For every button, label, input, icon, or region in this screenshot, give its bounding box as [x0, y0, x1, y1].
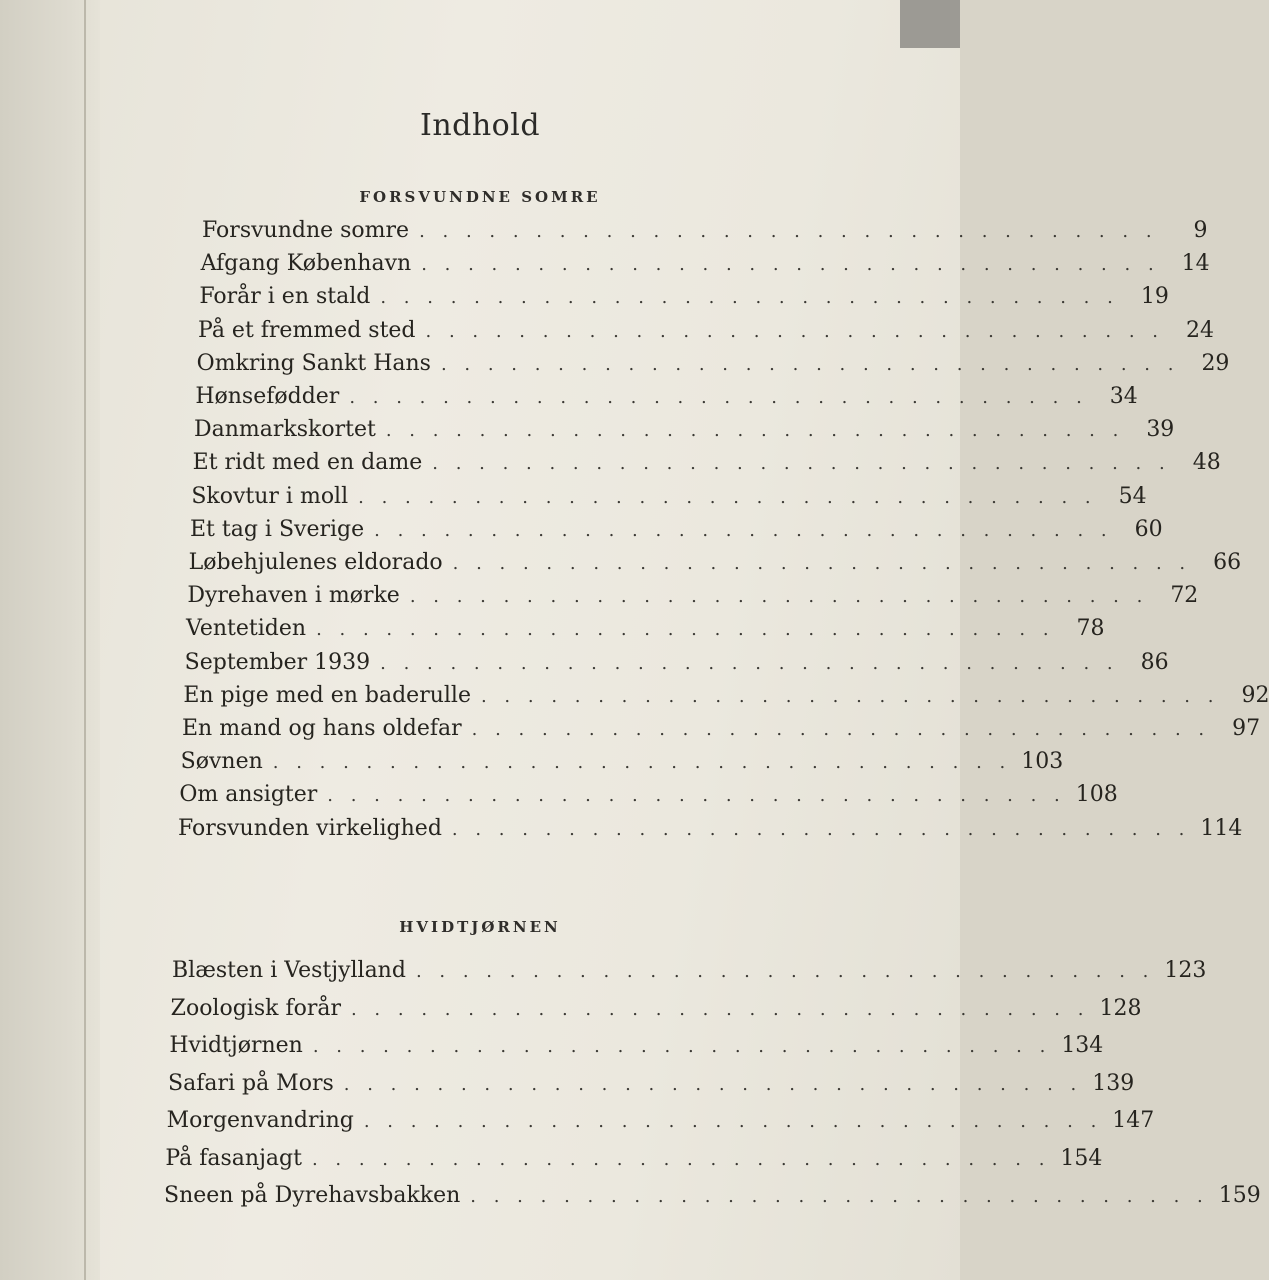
toc-entry-page-number: 66 [1213, 550, 1242, 575]
toc-entry-title: Afgang København [200, 251, 412, 277]
toc-entry-page-number: 39 [1146, 417, 1175, 443]
toc-entry-title: På fasanjagt [165, 1145, 302, 1171]
toc-entry-page-number: 97 [1232, 716, 1261, 741]
toc-entry-page-number: 19 [1140, 284, 1169, 310]
toc-entry-title: Hvidtjørnen [169, 1033, 303, 1058]
toc-entry-page-number: 147 [1112, 1108, 1155, 1133]
dot-leader: . . . . . . . . . . . . . . . . . . . . . . . . . . . . . . . . [272, 752, 1012, 774]
toc-entry [184, 649, 1169, 682]
toc-entry-title: Forsvundne somre [202, 218, 410, 243]
toc-entry-title: Løbehjulenes eldorado [188, 550, 443, 575]
toc-entry [200, 251, 1210, 283]
dot-leader: . . . . . . . . . . . . . . . . . . . . . . . . . . . . . . . . [385, 420, 1125, 442]
toc-entry-page-number: 60 [1134, 516, 1163, 542]
toc-entry-title: En mand og hans oldefar [182, 716, 462, 741]
background-surface [900, 0, 960, 48]
dot-leader: . . . . . . . . . . . . . . . . . . . . . . . . . . . . . . . . [374, 519, 1113, 541]
toc-entry-page-number: 139 [1092, 1070, 1135, 1096]
toc-entry-page-number: 134 [1061, 1033, 1104, 1058]
toc-entry-title: Skovtur i moll [191, 483, 349, 509]
section-heading-2: HVIDTJØRNEN [399, 918, 561, 936]
toc-entry [166, 1108, 1155, 1140]
toc-entry-title: Dyrehaven i mørke [187, 583, 400, 609]
dot-leader: . . . . . . . . . . . . . . . . . . . . . . . . . . . . . . . . [440, 353, 1180, 375]
toc-entry-page-number: 92 [1241, 682, 1269, 708]
toc-entry [183, 682, 1269, 715]
dot-leader: . . . . . . . . . . . . . . . . . . . . . . . . . . . . . . . . [452, 553, 1192, 574]
toc-entry-title: Hønsefødder [195, 384, 340, 409]
toc-entry [199, 284, 1169, 316]
toc-entry [194, 417, 1175, 449]
toc-entry [187, 583, 1199, 615]
dot-leader: . . . . . . . . . . . . . . . . . . . . . . . . . . . . . . . . [350, 998, 1090, 1020]
gutter-fold-line [84, 0, 86, 1280]
dot-leader: . . . . . . . . . . . . . . . . . . . . . . . . . . . . . . . . [419, 221, 1158, 242]
toc-entry-page-number: 14 [1181, 251, 1210, 277]
dot-leader: . . . . . . . . . . . . . . . . . . . . . . . . . . . . . . . . [316, 619, 1055, 641]
toc-entry-page-number: 86 [1140, 649, 1169, 675]
toc-entry-title: På et fremmed sted [198, 317, 416, 343]
toc-entry [170, 995, 1142, 1028]
toc-entry-page-number: 9 [1193, 218, 1208, 243]
toc-entry-title: September 1939 [184, 649, 371, 675]
dot-leader: . . . . . . . . . . . . . . . . . . . . . . . . . . . . . . . . [471, 719, 1211, 740]
dot-leader: . . . . . . . . . . . . . . . . . . . . . . . . . . . . . . . . [380, 287, 1119, 309]
toc-entry [164, 1183, 1261, 1215]
toc-entry-title: Et ridt med en dame [192, 450, 423, 476]
toc-entry [172, 958, 1207, 990]
toc-entry-page-number: 159 [1218, 1183, 1261, 1208]
dot-leader: . . . . . . . . . . . . . . . . . . . . . . . . . . . . . . . . [343, 1073, 1083, 1095]
dot-leader: . . . . . . . . . . . . . . . . . . . . . . . . . . . . . . . . [480, 685, 1220, 707]
toc-entry-page-number: 29 [1201, 350, 1230, 376]
toc-entry [179, 782, 1118, 814]
toc-entry-title: Forsvunden virkelighed [178, 815, 442, 841]
toc-entry [195, 384, 1138, 416]
dot-leader: . . . . . . . . . . . . . . . . . . . . . . . . . . . . . . . . [425, 320, 1164, 342]
toc-entry-title: Søvnen [180, 749, 263, 775]
toc-entry-title: Blæsten i Vestjylland [172, 958, 406, 983]
toc-entry-page-number: 123 [1164, 958, 1207, 983]
toc-entry-page-number: 72 [1170, 583, 1199, 609]
toc-entry [182, 716, 1261, 748]
toc-entry [202, 218, 1208, 250]
toc-entry [198, 317, 1214, 350]
dot-leader: . . . . . . . . . . . . . . . . . . . . . . . . . . . . . . . . [415, 961, 1155, 982]
dot-leader: . . . . . . . . . . . . . . . . . . . . . . . . . . . . . . . . [380, 652, 1119, 674]
dot-leader: . . . . . . . . . . . . . . . . . . . . . . . . . . . . . . . . [421, 254, 1160, 276]
toc-entry-page-number: 48 [1192, 450, 1221, 476]
toc-entry-title: Omkring Sankt Hans [196, 350, 431, 376]
toc-entry-page-number: 54 [1118, 483, 1147, 509]
toc-entry [169, 1033, 1104, 1065]
toc-entry-title: Sneen på Dyrehavsbakken [164, 1183, 461, 1208]
toc-entry [196, 350, 1230, 383]
dot-leader: . . . . . . . . . . . . . . . . . . . . . . . . . . . . . . . . [312, 1036, 1052, 1057]
dot-leader: . . . . . . . . . . . . . . . . . . . . . . . . . . . . . . . . [327, 785, 1066, 807]
toc-entry-page-number: 24 [1185, 317, 1214, 343]
toc-entry-page-number: 34 [1109, 384, 1138, 409]
toc-entry-title: Om ansigter [179, 782, 318, 808]
dot-leader: . . . . . . . . . . . . . . . . . . . . . . . . . . . . . . . . [409, 586, 1149, 608]
dot-leader: . . . . . . . . . . . . . . . . . . . . . . . . . . . . . . . . [311, 1148, 1051, 1170]
dot-leader: . . . . . . . . . . . . . . . . . . . . . . . . . . . . . . . . [451, 818, 1191, 840]
toc-entry-title: Morgenvandring [166, 1108, 354, 1133]
toc-entry [188, 550, 1242, 582]
toc-entry-page-number: 103 [1021, 749, 1064, 775]
toc-entry-title: Ventetiden [186, 616, 307, 642]
toc-entry-title: Et tag i Sverige [190, 516, 365, 542]
dot-leader: . . . . . . . . . . . . . . . . . . . . . . . . . . . . . . . . [432, 453, 1171, 475]
page-title: Indhold [419, 108, 541, 143]
toc-entry [180, 749, 1064, 781]
toc-entry [192, 450, 1221, 482]
toc-entry [165, 1145, 1103, 1178]
toc-entry [191, 483, 1147, 516]
toc-entry [186, 616, 1105, 648]
toc-entry-title: Danmarkskortet [194, 417, 376, 443]
toc-entry-page-number: 114 [1200, 815, 1243, 841]
toc-entry-title: Safari på Mors [168, 1070, 334, 1096]
toc-entry-title: En pige med en baderulle [183, 682, 471, 708]
toc-entry-title: Forår i en stald [199, 284, 371, 310]
toc-entry-title: Zoologisk forår [170, 995, 341, 1021]
toc-entry-page-number: 154 [1060, 1145, 1103, 1171]
toc-entry [178, 815, 1243, 848]
dot-leader: . . . . . . . . . . . . . . . . . . . . . . . . . . . . . . . . [349, 387, 1088, 408]
toc-entry-page-number: 78 [1076, 616, 1105, 642]
section-heading-1: FORSVUNDNE SOMRE [359, 188, 601, 206]
dot-leader: . . . . . . . . . . . . . . . . . . . . . . . . . . . . . . . . [358, 486, 1097, 508]
toc-entry [190, 516, 1163, 549]
dot-leader: . . . . . . . . . . . . . . . . . . . . . . . . . . . . . . . . [363, 1111, 1103, 1132]
dot-leader: . . . . . . . . . . . . . . . . . . . . . . . . . . . . . . . . [470, 1186, 1209, 1207]
toc-entry-page-number: 108 [1075, 782, 1118, 808]
toc-entry [168, 1070, 1135, 1103]
toc-entry-page-number: 128 [1099, 995, 1142, 1021]
